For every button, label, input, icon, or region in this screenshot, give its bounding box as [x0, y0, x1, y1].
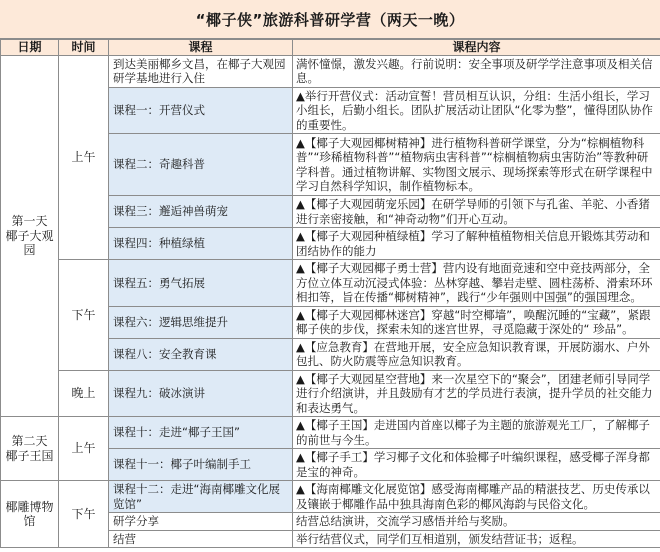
day1-evening-cell: 晚上 [59, 370, 109, 417]
course-cell: 课程一：开营仪式 [109, 87, 293, 134]
course-cell: 课程八：安全教育课 [109, 338, 293, 370]
detail-cell: ▲【应急教育】在营地开展，安全应急知识教育课，开展防溺水、户外包扎、防火防震等应急知识教育。 [293, 338, 660, 370]
header-time: 时间 [59, 40, 109, 56]
day2-date-cell [1, 417, 59, 481]
detail-cell: ▲【椰子大观园萌宠乐园】在研学导师的引领下与孔雀、羊驼、小香猪进行亲密接触，和“神奇动物”们开心互动。 [293, 196, 660, 228]
detail-cell: ▲【椰子大观园种植绿植】学习了解种植植物相关信息开锻炼其劳动和团结协作的能力 [293, 228, 660, 260]
course-cell: 课程四：种植绿植 [109, 228, 293, 260]
table-row [1, 417, 660, 449]
course-cell: 课程十二：走进“海南椰雕文化展览馆” [109, 481, 293, 513]
day2-place: 椰子王国 [5, 448, 54, 463]
detail-cell: ▲【椰子大观园椰林迷宫】穿越“时空椰墙”，唤醒沉睡的“宝藏”，紧跟椰子侠的步伐，探索未知的迷宫世界，寻觅隐藏于深处的“ 珍品”。 [293, 306, 660, 338]
course-cell: 课程十一：椰子叶编制手工 [109, 449, 293, 481]
detail-cell: ▲【椰子王国】走进国内首座以椰子为主题的旅游观光工厂，了解椰子的前世与今生。 [293, 417, 660, 449]
detail-cell: ▲【椰子大观园星空营地】来一次星空下的“聚会”，团建老师引导同学进行介绍演讲，并且鼓励有才艺的学员进行表演，提升学员的社交能力和表达勇气。 [293, 370, 660, 417]
course-cell: 研学分享 [109, 513, 293, 531]
detail-cell: 举行结营仪式，同学们互相道别，颁发结营证书；返程。 [293, 530, 660, 548]
museum-date-cell: 椰雕博物馆 [1, 481, 59, 548]
detail-cell: ▲举行开营仪式：活动宣誓！营员相互认识，分组：生活小组长，学习小组长，后勤小组长。团队扩展活动让团队“化零为整”，懂得团队协作的重要性。 [293, 87, 660, 134]
page-title: “椰子侠”旅游科普研学营（两天一晚） [0, 0, 660, 39]
detail-cell: ▲【椰子手工】学习椰子文化和体验椰子叶编织课程，感受椰子浑身都是宝的神奇。 [293, 449, 660, 481]
day1-afternoon-cell: 下午 [59, 260, 109, 371]
detail-cell: ▲【椰子大观园椰树精神】进行植物科普研学课堂，分为“棕榈植物科普”“珍稀植物科普”“植物病虫害科普”“棕榈植物病虫害防治”等教种研学科普。通过植物讲解、实物图文展示、现场探索等形式在研学课程中学习自然科学知识，制作植物标本。 [293, 134, 660, 196]
detail-cell: 满怀憧憬，激发兴趣。行前说明：安全事项及研学学注意事项及相关信息。 [293, 55, 660, 87]
day1-date-cell [1, 55, 59, 417]
course-cell: 结营 [109, 530, 293, 548]
day1-morning-cell: 上午 [59, 55, 109, 260]
detail-cell: 结营总结演讲，交流学习感悟并给与奖励。 [293, 513, 660, 531]
course-cell: 课程十：走进“椰子王国” [109, 417, 293, 449]
table-row [1, 55, 660, 87]
table-header-row [1, 40, 660, 56]
header-date: 日期 [1, 40, 59, 56]
header-course: 课程 [109, 40, 293, 56]
schedule-table [0, 39, 660, 548]
table-row [1, 481, 660, 513]
day2-label: 第二天 [11, 434, 48, 448]
course-cell: 课程五：勇气拓展 [109, 260, 293, 307]
course-cell: 课程二：奇趣科普 [109, 134, 293, 196]
detail-cell: ▲【海南椰雕文化展览馆】感受海南椰雕产品的精湛技艺、历史传承以及镶嵌于椰雕作品中独具海南色彩的椰风海韵与民俗文化。 [293, 481, 660, 513]
day2-morning-cell: 上午 [59, 417, 109, 481]
day2-afternoon-cell: 下午 [59, 481, 109, 548]
course-cell: 课程六：逻辑思维提升 [109, 306, 293, 338]
day1-place: 椰子大观园 [5, 228, 54, 257]
course-cell: 到达美丽椰乡文昌，在椰子大观园研学基地进行入住 [109, 55, 293, 87]
day1-label: 第一天 [11, 214, 48, 228]
header-detail: 课程内容 [293, 40, 660, 56]
course-cell: 课程三：邂逅神兽萌宠 [109, 196, 293, 228]
table-row [1, 370, 660, 417]
table-row [1, 260, 660, 307]
course-cell: 课程九：破冰演讲 [109, 370, 293, 417]
detail-cell: ▲【椰子大观园椰子勇士营】营内设有地面竞速和空中竞技两部分，全方位立体互动沉浸式体验：丛林穿越、攀岩走壁、圆柱荡桥、滑索环环相扣等，旨在传播“椰树精神”，践行“少年强则中国强”的强国理念。 [293, 260, 660, 307]
